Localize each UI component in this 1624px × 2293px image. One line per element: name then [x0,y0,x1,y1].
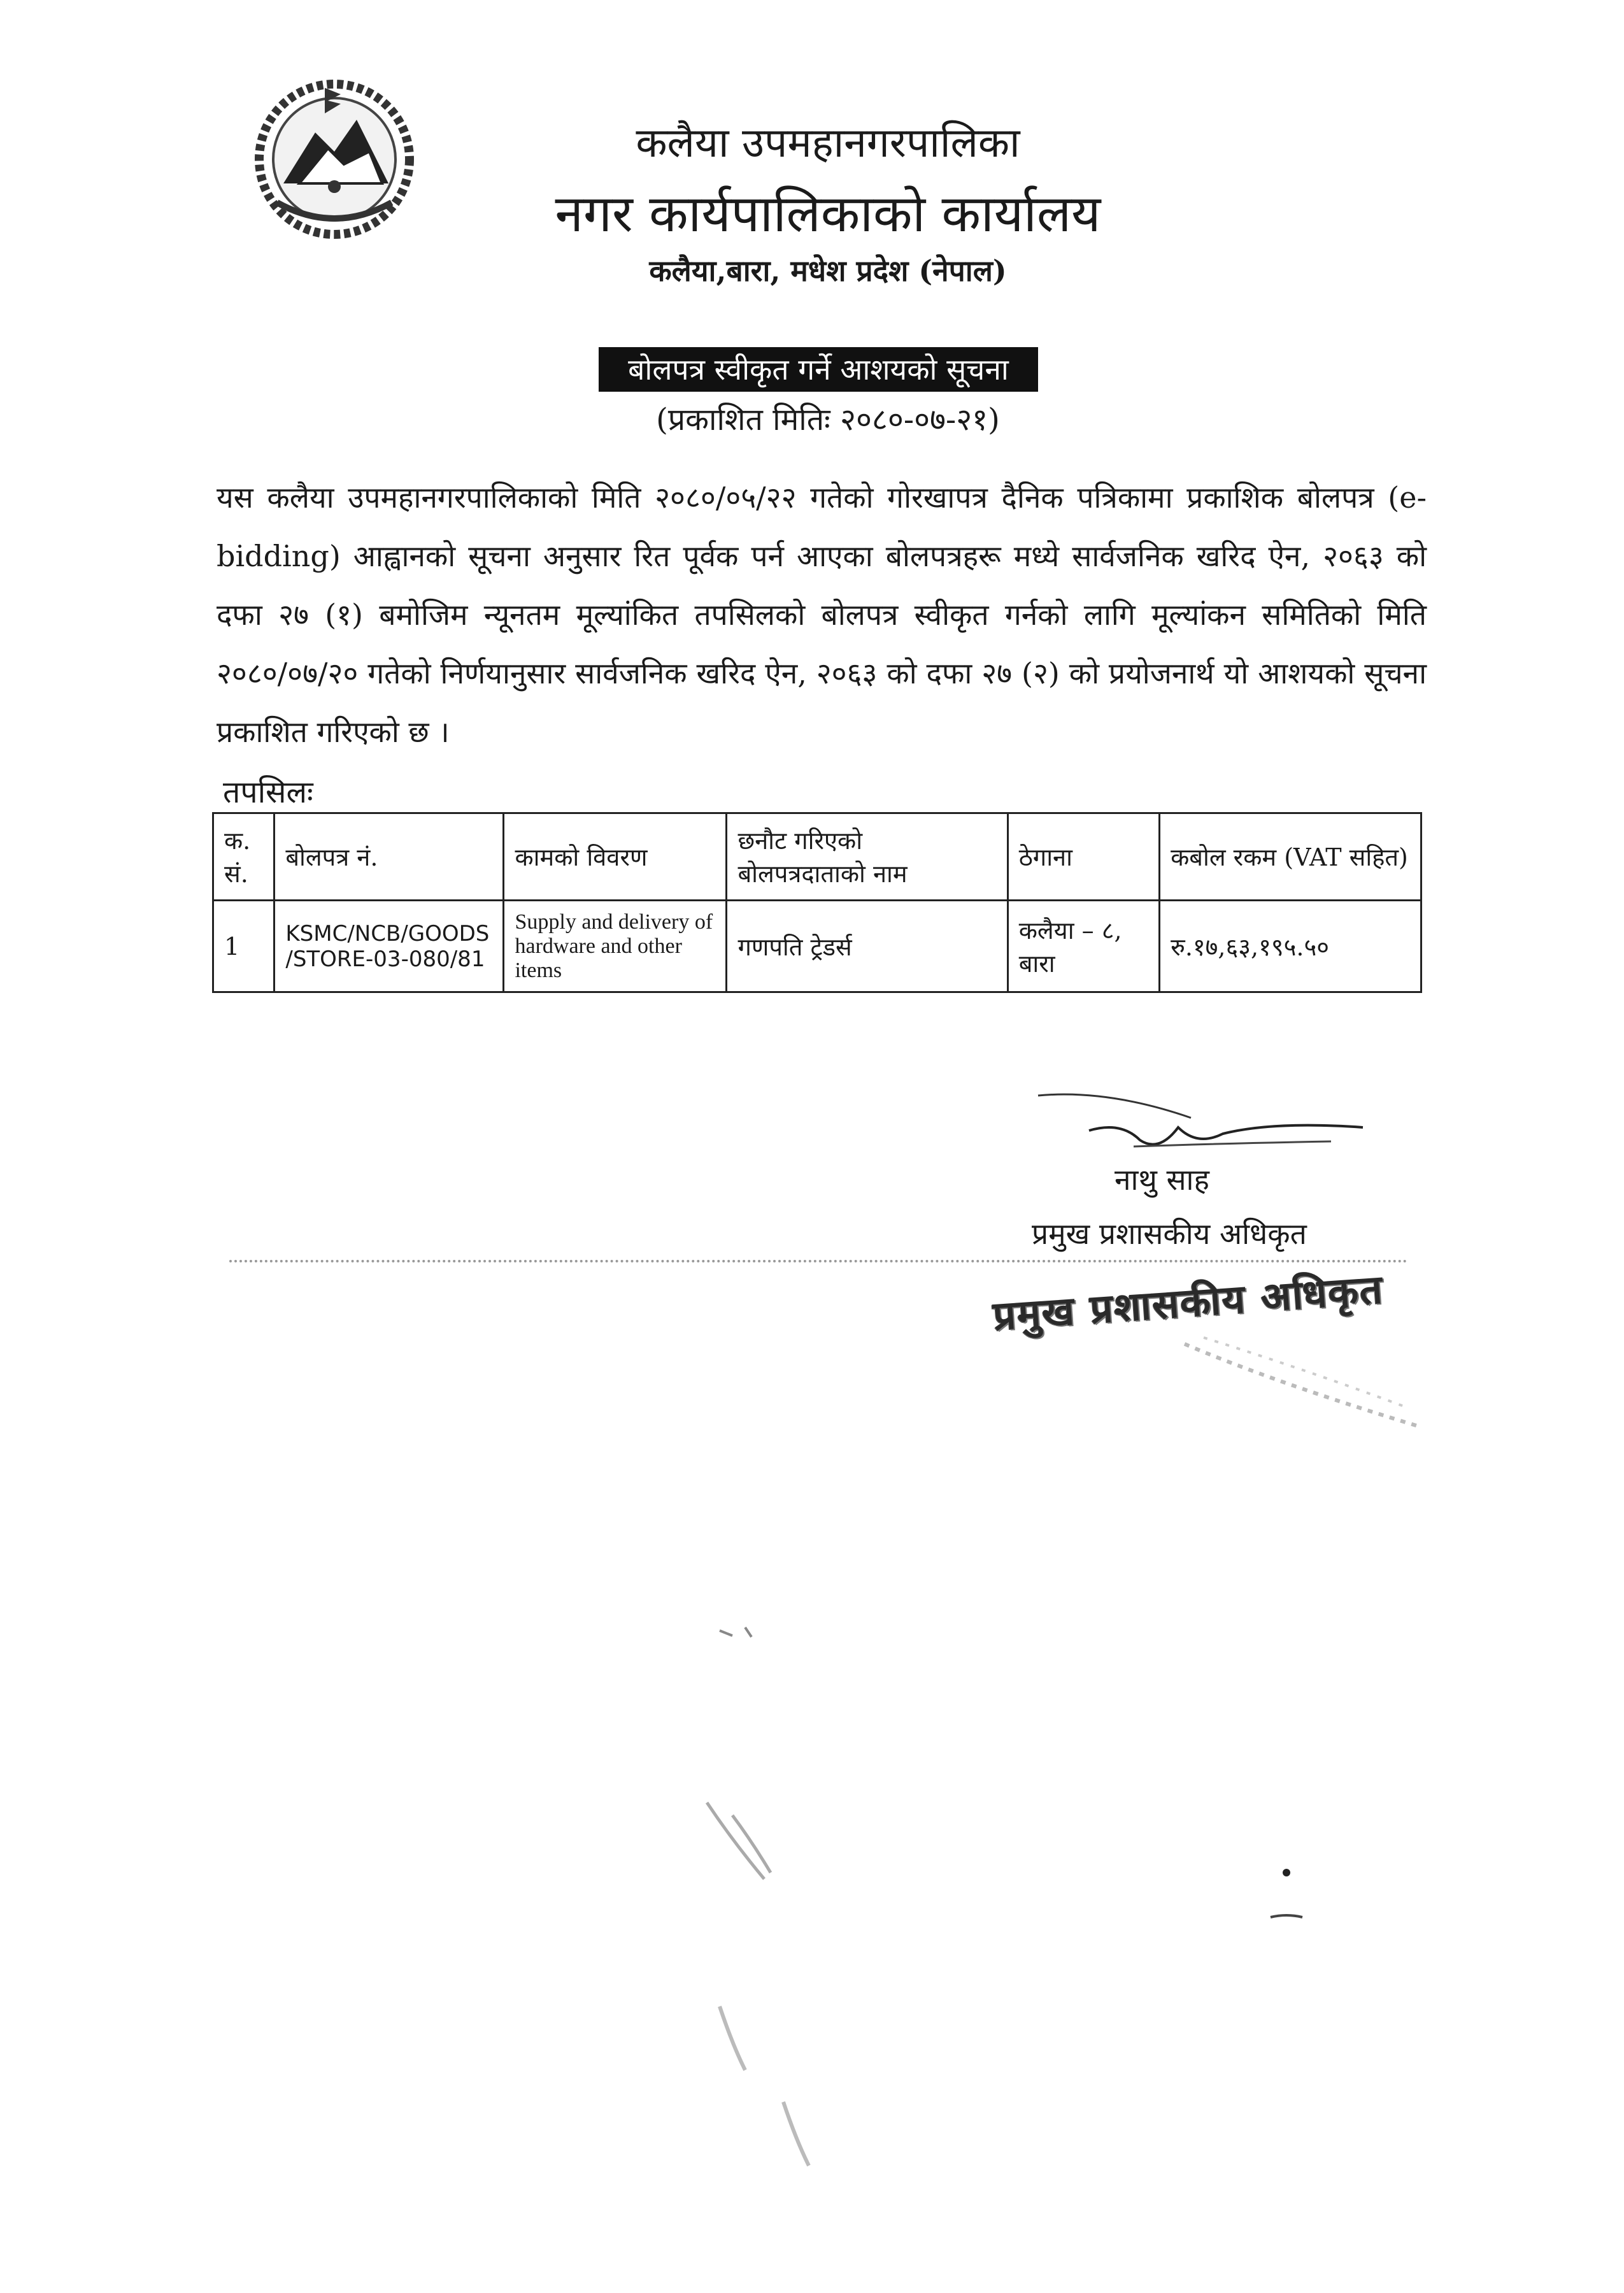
scan-smudge [1178,1331,1433,1433]
col-header-description: कामको विवरण [504,813,727,901]
signatory-designation: प्रमुख प्रशासकीय अधिकृत [1032,1217,1307,1251]
award-table [212,812,1422,993]
schedule-label: तपसिलः [223,775,313,810]
scan-smudge [1267,1866,1306,1924]
table-header-row [213,813,1421,901]
scan-smudge [656,1624,847,2293]
cell-bid-no: KSMC/NCB/GOODS /STORE-03-080/81 [274,901,504,992]
table-row [213,901,1421,992]
office-address: कलैया,बारा, मधेश प्रदेश (नेपाल) [649,254,1007,288]
col-header-bid-no: बोलपत्र नं. [274,813,504,901]
cell-sn: 1 [213,901,274,992]
signatory-name: नाथु साह [1115,1162,1209,1197]
office-name: नगर कार्यपालिकाको कार्यालय [555,184,1101,243]
official-stamp: प्रमुख प्रशासकीय अधिकृत [992,1265,1385,1339]
col-header-bidder: छनौट गरिएको बोलपत्रदाताको नाम [727,813,1008,901]
cell-bidder: गणपति ट्रेडर्स [727,901,1008,992]
nepal-government-emblem-icon [239,75,430,244]
notice-title: बोलपत्र स्वीकृत गर्ने आशयको सूचना [599,347,1038,392]
divider [229,1260,1407,1262]
cell-amount: रु.१७,६३,१९५.५० [1160,901,1421,992]
col-header-address: ठेगाना [1008,813,1159,901]
municipality-name: कलैया उपमहानगरपालिका [636,120,1020,167]
cell-address: कलैया – ८, बारा [1008,901,1159,992]
notice-body-paragraph: यस कलैया उपमहानगरपालिकाको मिति २०८०/०५/२२ गतेको गोरखापत्र दैनिक पत्रिकामा प्रकाशिक बोलपत्र (e-bidding) आह्वानको सूचना अनुसार रित पूर्वक पर्न आएका बोलपत्रहरू मध्ये सार्वजनिक खरिद ऐन, २०६३ को दफा २७ (१) बमोजिम न्यूनतम मूल्यांकित तपसिलको बोलपत्र स्वीकृत गर्नको लागि मूल्यांकन समितिको मिति २०८०/०७/२० गतेको निर्णयानुसार सार्वजनिक खरिद ऐन, २०६३ को दफा २७ (२) को प्रयोजनार्थ यो आशयको सूचना प्रकाशित गरिएको छ । [217,480,1427,749]
cell-description: Supply and delivery of hardware and other items [504,901,727,992]
col-header-amount: कबोल रकम (VAT सहित) [1160,813,1421,901]
published-date: (प्रकाशित मितिः २०८०-०७-२१) [656,402,1000,438]
col-header-sn: क. सं. [213,813,274,901]
